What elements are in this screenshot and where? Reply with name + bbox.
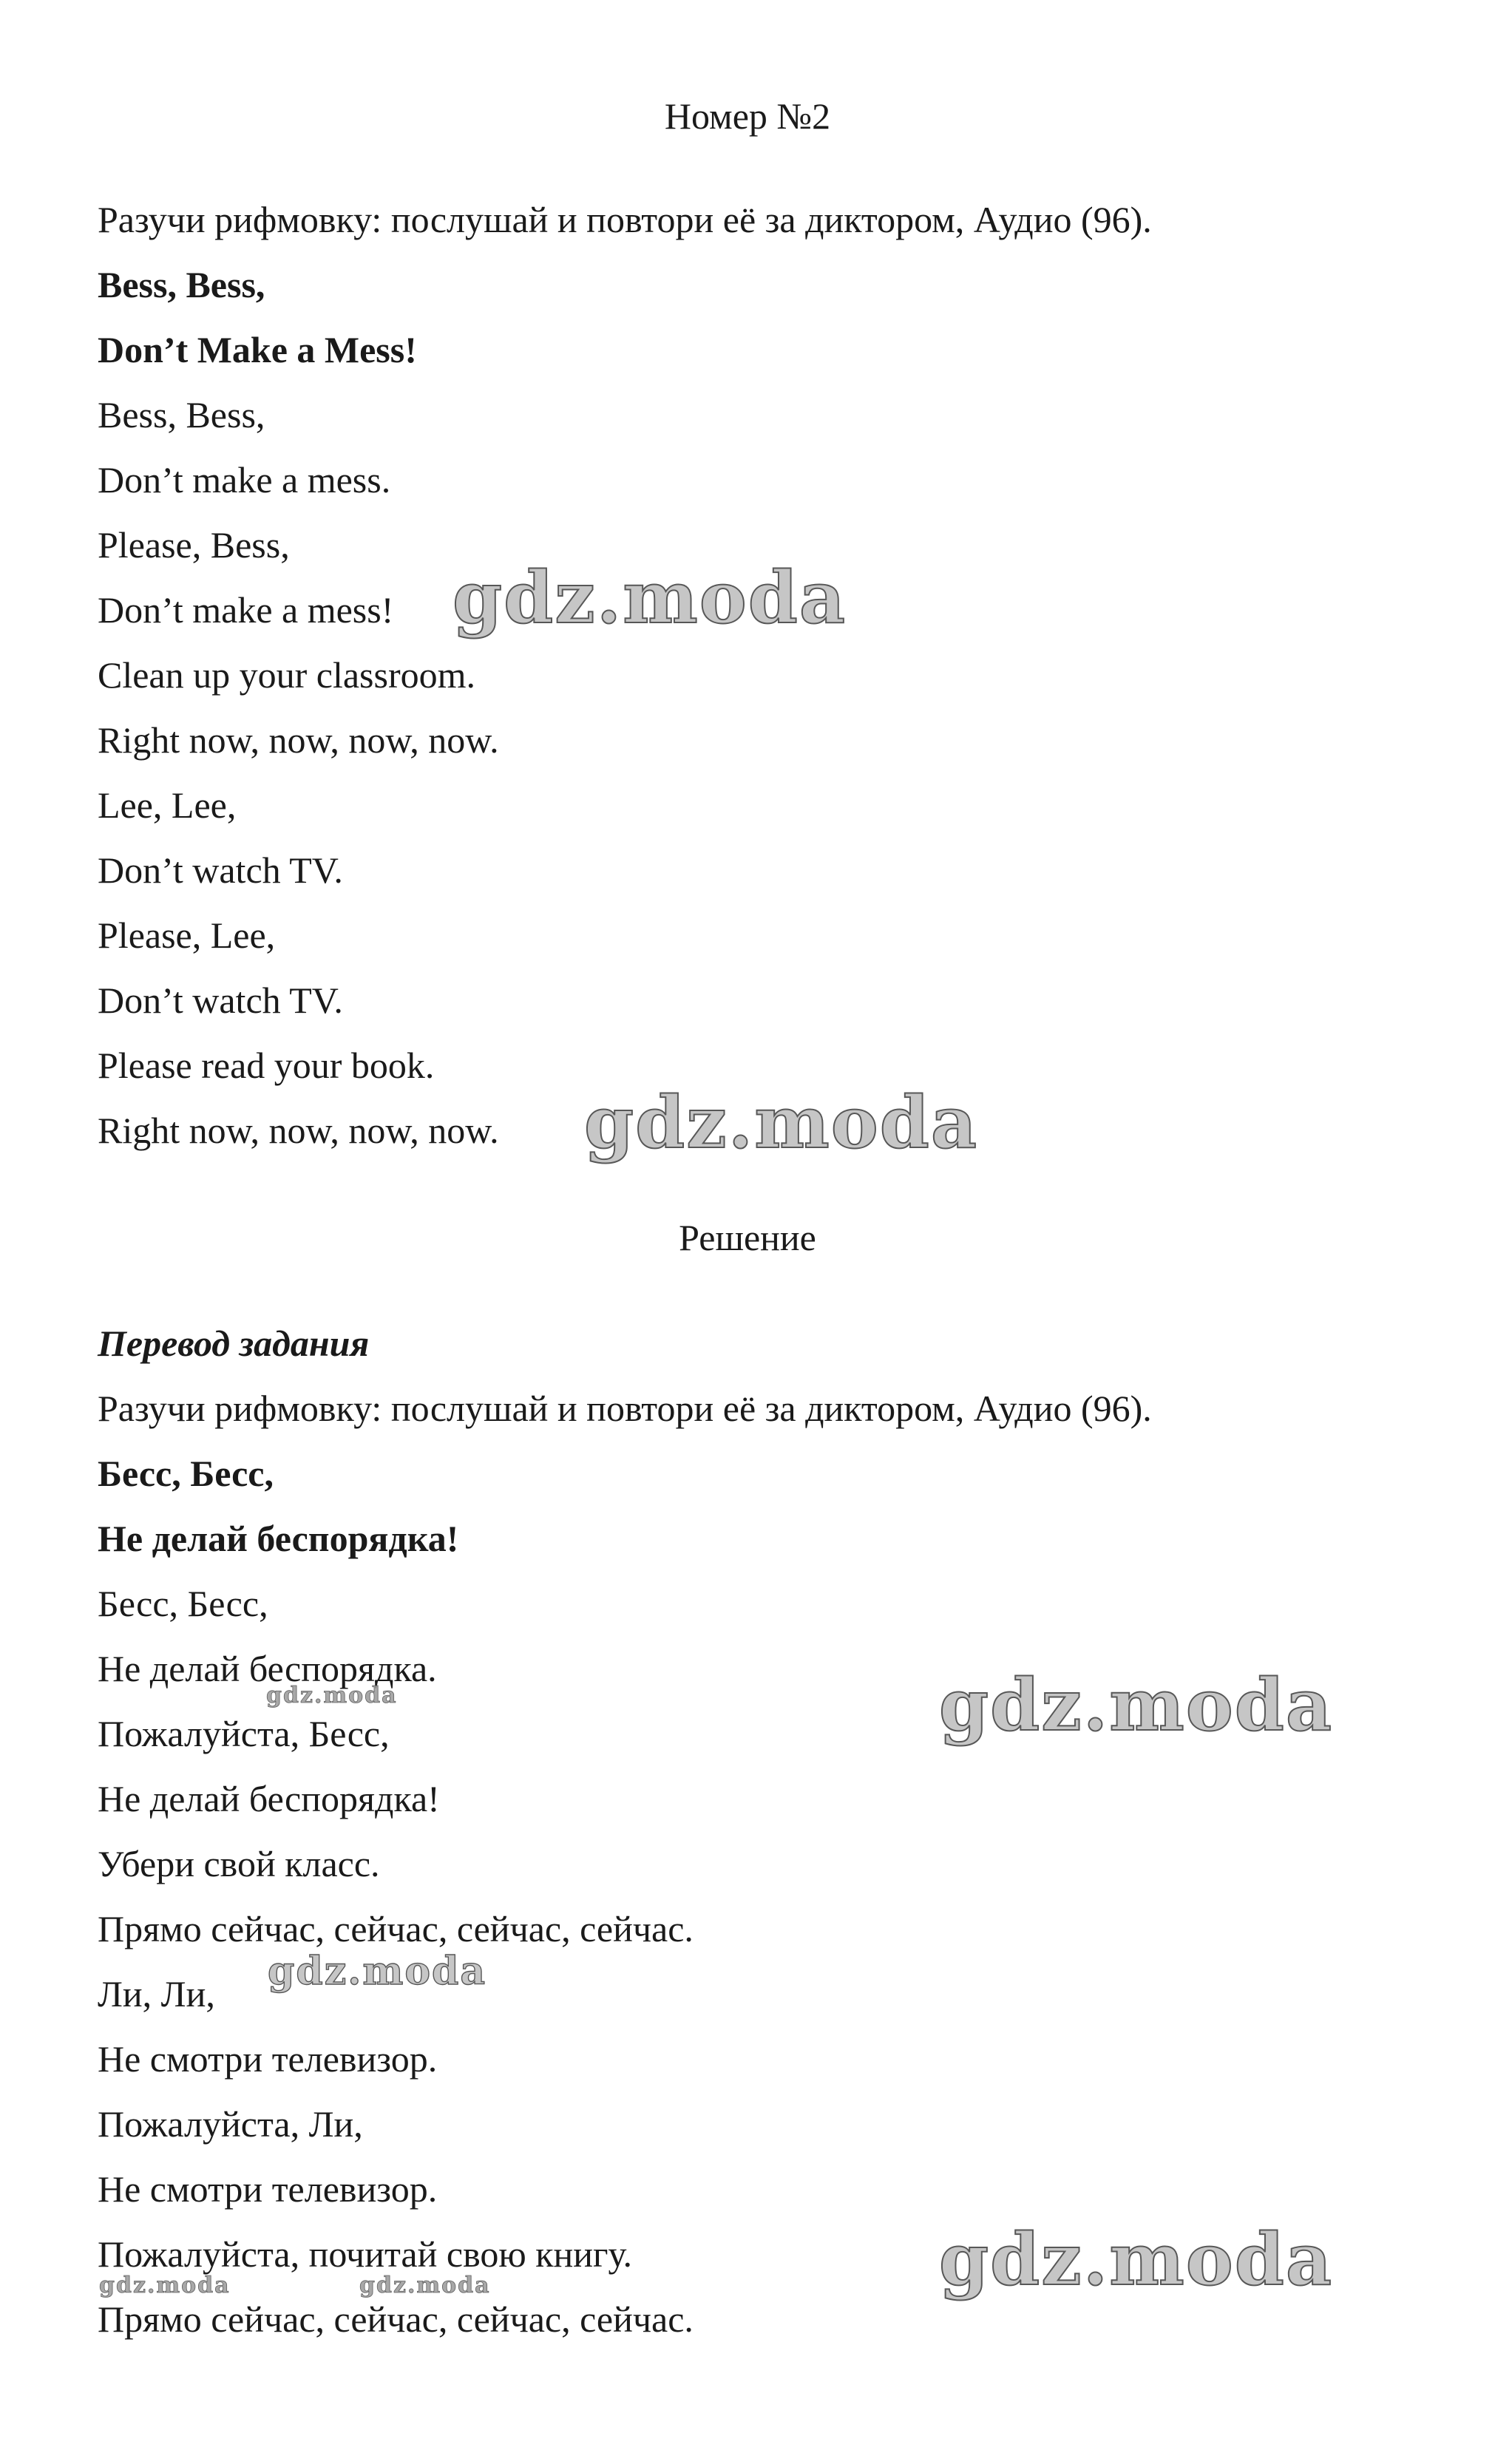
- watermark-logo: gdz.moda: [939, 1663, 1334, 1747]
- rhyme-line: Right now, now, now, now.: [98, 719, 499, 761]
- rhyme-line: Don’t watch TV.: [98, 849, 343, 891]
- translation-heading: Перевод задания: [98, 1323, 370, 1364]
- translated-line: Убери свой класс.: [98, 1843, 380, 1884]
- translated-title-line-2: Не делай беспорядка!: [98, 1518, 459, 1559]
- page-title: Номер №2: [664, 95, 831, 137]
- rhyme-line: Please, Lee,: [98, 914, 276, 956]
- solution-heading: Решение: [679, 1217, 816, 1258]
- watermark-logo: gdz.moda: [584, 1081, 979, 1164]
- rhyme-line: Don’t make a mess!: [98, 589, 394, 631]
- watermark-logo: gdz.moda: [452, 556, 847, 639]
- translated-line: Ли, Ли,: [98, 1973, 215, 2015]
- watermark-logo: gdz.moda: [268, 1949, 487, 1994]
- translated-line: Не делай беспорядка!: [98, 1778, 440, 1819]
- rhyme-line: Right now, now, now, now.: [98, 1110, 499, 1151]
- translated-line: Бесс, Бесс,: [98, 1583, 268, 1624]
- translated-line: Пожалуйста, Бесс,: [98, 1713, 390, 1754]
- translated-title-line-1: Бесс, Бесс,: [98, 1453, 274, 1494]
- task-instruction: Разучи рифмовку: послушай и повтори её за диктором, Аудио (96).: [98, 199, 1152, 240]
- translated-line: Прямо сейчас, сейчас, сейчас, сейчас.: [98, 2298, 694, 2340]
- rhyme-line: Please, Bess,: [98, 524, 290, 566]
- watermark-logo: gdz.moda: [266, 1683, 398, 1708]
- translated-line: Не смотри телевизор.: [98, 2168, 438, 2210]
- rhyme-line: Please read your book.: [98, 1045, 435, 1086]
- translated-line: Пожалуйста, почитай свою книгу.: [98, 2233, 632, 2275]
- rhyme-line: Bess, Bess,: [98, 394, 265, 435]
- rhyme-line: Don’t make a mess.: [98, 459, 391, 500]
- translation-instruction: Разучи рифмовку: послушай и повтори её за диктором, Аудио (96).: [98, 1388, 1152, 1429]
- rhyme-line: Don’t watch TV.: [98, 980, 343, 1021]
- translated-line: Не смотри телевизор.: [98, 2038, 438, 2080]
- rhyme-line: Clean up your classroom.: [98, 654, 476, 696]
- translated-line: Пожалуйста, Ли,: [98, 2103, 363, 2145]
- rhyme-title-line-2: Don’t Make a Mess!: [98, 329, 417, 370]
- rhyme-title-line-1: Bess, Bess,: [98, 264, 265, 305]
- translated-line: Не делай беспорядка.: [98, 1648, 437, 1689]
- watermark-logo: gdz.moda: [359, 2273, 491, 2298]
- watermark-logo: gdz.moda: [99, 2273, 231, 2298]
- translated-line: Прямо сейчас, сейчас, сейчас, сейчас.: [98, 1908, 694, 1949]
- watermark-logo: gdz.moda: [939, 2218, 1334, 2301]
- rhyme-line: Lee, Lee,: [98, 784, 237, 826]
